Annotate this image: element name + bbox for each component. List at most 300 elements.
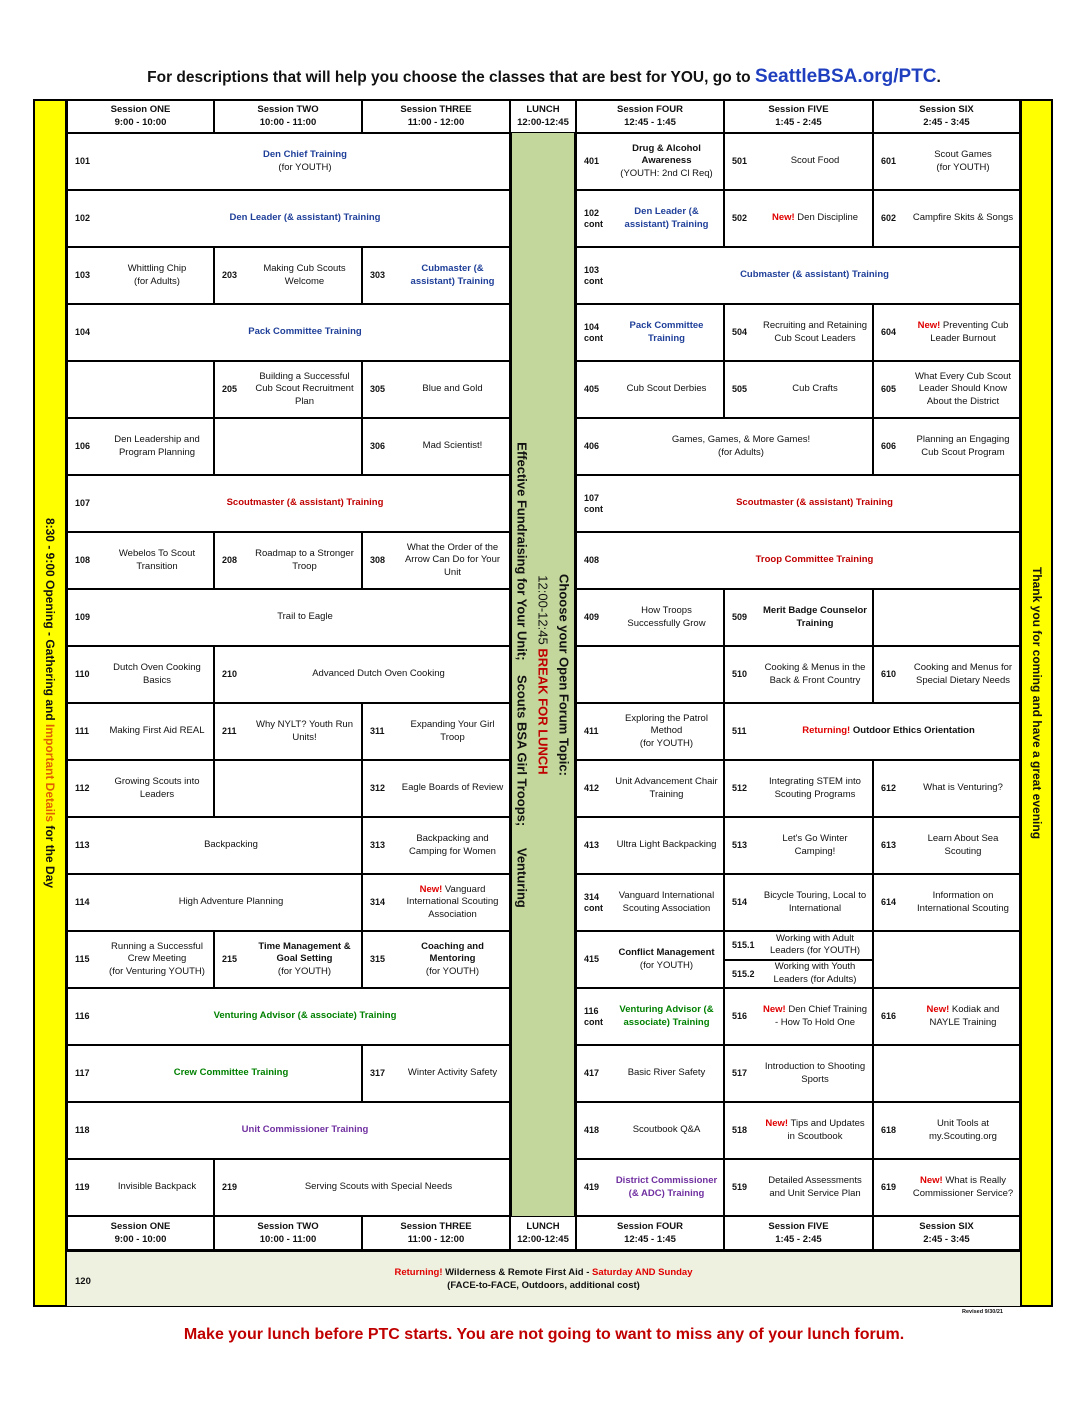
class-cell (873, 361, 1020, 418)
class-cell (724, 931, 873, 960)
class-title: Scoutmaster (& assistant) Training (736, 497, 893, 509)
class-title: New! Kodiak and NAYLE Training (926, 1004, 1000, 1028)
class-number: 409 (584, 612, 600, 623)
new-badge: New! (765, 1118, 789, 1129)
class-cell (362, 703, 510, 760)
class-cell (214, 247, 362, 304)
session-header (724, 99, 873, 133)
class-number: 315 (370, 954, 386, 965)
class-number: 512 (732, 783, 748, 794)
class-number: 401 (584, 156, 600, 167)
class-cell (724, 874, 873, 931)
class-title: Den Leadership and Program Planning (114, 434, 200, 458)
class-title: Pack Committee Training (629, 320, 704, 344)
class-title: Cooking & Menus in the Back & Front Country (764, 662, 866, 686)
class-title: Cub Scout Derbies (626, 383, 707, 395)
class-title: Basic River Safety (627, 1067, 706, 1079)
session-header (724, 1216, 873, 1250)
class-title: Conflict Management (for YOUTH) (614, 947, 723, 972)
class-number: 103 cont (584, 264, 603, 286)
grid-cell (873, 589, 1020, 646)
class-cell (67, 475, 510, 532)
class-number: 513 (732, 840, 748, 851)
class-cell (724, 1102, 873, 1159)
class-cell (362, 817, 510, 874)
class-number: 120 (75, 1276, 91, 1287)
class-number: 102 cont (584, 207, 603, 229)
session-title: Session FOUR (617, 104, 683, 115)
session-title: Session SIX (919, 104, 974, 115)
class-title: Roadmap to a Stronger Troop (255, 548, 354, 572)
class-title: Cubmaster (& assistant) Training (410, 263, 495, 287)
class-title: Scoutbook Q&A (632, 1124, 701, 1136)
class-title: Coaching and Mentoring (for YOUTH) (400, 941, 509, 979)
class-number: 418 (584, 1125, 600, 1136)
class-cell (576, 760, 724, 817)
class-title: Den Leader (& assistant) Training (624, 206, 709, 230)
lunch-forum-text: Choose your Open Forum Topic: 12:00-12:45 BREAK FOR LUNCH Effective Fundraising for Your Unit; Scouts BSA Girl Troops; Venturing (514, 441, 572, 908)
class-cell (67, 133, 510, 190)
lunch-column (510, 133, 576, 1216)
class-cell (873, 646, 1020, 703)
class-number: 517 (732, 1068, 748, 1079)
class-title: Scoutmaster (& assistant) Training (226, 497, 384, 509)
class-title: What Every Cub Scout Leader Should Know About the District (914, 370, 1012, 407)
class-title: Scout Games (for YOUTH) (911, 149, 1019, 174)
class-title: Unit Commissioner Training (241, 1124, 369, 1136)
class-cell (67, 988, 510, 1045)
class-cell (362, 532, 510, 589)
class-title: Working with Adult Leaders (for YOUTH) (769, 932, 861, 957)
class-cell (873, 133, 1020, 190)
session-time: 2:45 - 3:45 (923, 1234, 970, 1245)
class-title: New! Preventing Cub Leader Burnout (917, 320, 1009, 344)
class-number: 502 (732, 213, 748, 224)
session-title: Session SIX (919, 1221, 974, 1232)
session-header (362, 1216, 510, 1250)
class-title: Growing Scouts into Leaders (114, 776, 200, 800)
class-cell (724, 304, 873, 361)
class-cell (67, 817, 362, 874)
class-number: 408 (584, 555, 600, 566)
class-cell (67, 1045, 362, 1102)
new-badge: New! (917, 320, 941, 331)
class-cell (362, 760, 510, 817)
class-title: What is Venturing? (923, 782, 1003, 794)
class-number: 312 (370, 783, 386, 794)
class-cell (873, 817, 1020, 874)
class-cell (724, 960, 873, 989)
class-number: 612 (881, 783, 897, 794)
session-header (510, 99, 576, 133)
class-cell (576, 532, 1020, 589)
class-number: 115 (75, 954, 90, 965)
class-number: 305 (370, 384, 386, 395)
class-title: Venturing Advisor (& associate) Training (213, 1010, 397, 1022)
class-title: Winter Activity Safety (407, 1067, 498, 1079)
class-title: Mad Scientist! (422, 440, 483, 452)
class-cell (67, 190, 510, 247)
class-cell (873, 988, 1020, 1045)
class-number: 104 (75, 327, 91, 338)
class-number: 111 (75, 726, 90, 737)
class-title: Information on International Scouting (917, 890, 1009, 914)
session-time: 12:45 - 1:45 (624, 1234, 676, 1245)
class-cell (724, 1159, 873, 1216)
new-badge: New! (771, 212, 795, 224)
grid-cell (67, 361, 214, 418)
class-cell (724, 133, 873, 190)
class-title: Pack Committee Training (248, 326, 362, 338)
class-number: 314 (370, 897, 386, 908)
grid-cell (873, 931, 1020, 988)
grid-cell (576, 646, 724, 703)
class-cell (724, 817, 873, 874)
class-title: Serving Scouts with Special Needs (304, 1181, 453, 1193)
class-cell (362, 247, 510, 304)
class-title: Unit Advancement Chair Training (615, 776, 718, 800)
class-number: 106 (75, 441, 91, 452)
class-title: Detailed Assessments and Unit Service Plan (768, 1175, 862, 1199)
class-number: 412 (584, 783, 600, 794)
session-title: Session TWO (257, 104, 319, 115)
ptc-link[interactable]: SeattleBSA.org/PTC (754, 66, 937, 87)
class-number: 102 (75, 213, 91, 224)
class-cell (724, 589, 873, 646)
class-number: 514 (732, 897, 748, 908)
class-number: 605 (881, 384, 897, 395)
class-cell (576, 304, 724, 361)
class-title: Backpacking and Camping for Women (409, 833, 496, 857)
class-title: Planning an Engaging Cub Scout Program (916, 434, 1010, 458)
class-note: (for YOUTH) (277, 965, 332, 977)
class-number: 112 (75, 783, 90, 794)
class-cell (214, 703, 362, 760)
class-title: Running a Successful Crew Meeting (for Venturing YOUTH) (105, 941, 213, 979)
session-title: Session FIVE (768, 104, 829, 115)
class-number: 104 cont (584, 321, 603, 343)
class-number: 308 (370, 555, 386, 566)
revised-date: Revised 9/30/21 (962, 1309, 1003, 1315)
class-cell (873, 190, 1020, 247)
class-cell (576, 133, 724, 190)
row-120 (67, 1250, 1020, 1306)
session-title: LUNCH (526, 1221, 560, 1232)
class-cell (362, 874, 510, 931)
class-cell (873, 1159, 1020, 1216)
class-cell (67, 589, 510, 646)
session-time: 11:00 - 12:00 (407, 1234, 465, 1245)
class-note: (YOUTH: 2nd Cl Req) (620, 167, 713, 179)
class-number: 114 (75, 897, 90, 908)
class-cell (576, 247, 1020, 304)
session-header (873, 99, 1020, 133)
class-number: 108 (75, 555, 91, 566)
class-cell (576, 988, 724, 1045)
class-note: (for Adults) (134, 275, 180, 287)
class-cell (67, 247, 214, 304)
class-cell (362, 931, 510, 988)
class-title: Introduction to Shooting Sports (764, 1061, 866, 1085)
grid-cell (214, 760, 362, 817)
class-number: 317 (370, 1068, 386, 1079)
class-cell (873, 760, 1020, 817)
class-cell (576, 190, 724, 247)
class-cell (576, 817, 724, 874)
class-number: 306 (370, 441, 386, 452)
class-cell (724, 1045, 873, 1102)
class-number: 405 (584, 384, 600, 395)
class-note: (for YOUTH) (639, 737, 694, 749)
class-cell (67, 1159, 214, 1216)
session-time: 12:45 - 1:45 (624, 117, 676, 128)
class-title: Dutch Oven Cooking Basics (113, 662, 201, 686)
class-title: Integrating STEM into Scouting Programs (769, 776, 861, 800)
class-title: New! Vanguard International Scouting Association (406, 883, 499, 920)
class-cell (67, 532, 214, 589)
class-number: 215 (222, 954, 238, 965)
class-title: Games, Games, & More Games! (for Adults) (614, 434, 872, 459)
class-number: 519 (732, 1182, 748, 1193)
session-time: 11:00 - 12:00 (407, 117, 465, 128)
class-title: Returning! Outdoor Ethics Orientation (802, 725, 975, 737)
class-title: Expanding Your Girl Troop (410, 719, 495, 743)
session-title: Session FOUR (617, 1221, 683, 1232)
class-cell (362, 418, 510, 475)
class-title: Learn About Sea Scouting (927, 833, 999, 857)
class-title: Campfire Skits & Songs (912, 212, 1014, 224)
new-badge: New! (762, 1004, 786, 1015)
class-number: 118 (75, 1125, 90, 1136)
class-cell (873, 874, 1020, 931)
class-cell (724, 703, 1020, 760)
class-cell (67, 304, 510, 361)
class-cell (576, 589, 724, 646)
session-time: 10:00 - 11:00 (259, 117, 317, 128)
class-number: 419 (584, 1182, 600, 1193)
class-cell (724, 361, 873, 418)
new-badge: New! (919, 1175, 943, 1186)
class-number: 119 (75, 1182, 90, 1193)
class-title: Whittling Chip (for Adults) (105, 263, 213, 288)
session-time: 2:45 - 3:45 (923, 117, 970, 128)
class-title: Why NYLT? Youth Run Units! (256, 719, 353, 743)
class-cell (576, 1045, 724, 1102)
class-number: 415 (584, 954, 600, 965)
class-title: Exploring the Patrol Method (for YOUTH) (614, 713, 723, 751)
class-cell (576, 1102, 724, 1159)
class-title: Cooking and Menus for Special Dietary Needs (913, 662, 1013, 686)
class-number: 208 (222, 555, 238, 566)
session-time: 10:00 - 11:00 (259, 1234, 317, 1245)
session-title: Session FIVE (768, 1221, 829, 1232)
class-number: 314 cont (584, 891, 603, 913)
class-title: District Commissioner (& ADC) Training (615, 1175, 718, 1199)
class-number: 107 (75, 498, 91, 509)
class-number: 210 (222, 669, 238, 680)
class-title: Vanguard International Scouting Association (618, 890, 715, 914)
new-badge: Returning! (802, 725, 851, 737)
class-title: Let's Go Winter Camping! (782, 833, 848, 857)
class-120: Returning! Wilderness & Remote First Aid - Saturday AND Sunday (FACE-to-FACE, Outdoors, additional cost) (394, 1267, 693, 1291)
class-number: 406 (584, 441, 600, 452)
class-title: Unit Tools at my.Scouting.org (929, 1118, 997, 1142)
class-cell (724, 646, 873, 703)
class-title: Bicycle Touring, Local to International (763, 890, 867, 914)
session-title: Session THREE (400, 1221, 472, 1232)
class-cell (214, 1159, 510, 1216)
class-number: 303 (370, 270, 386, 281)
class-title: What the Order of the Arrow Can Do for Your Unit (404, 541, 501, 578)
class-cell (576, 475, 1020, 532)
class-cell (724, 190, 873, 247)
class-number: 614 (881, 897, 897, 908)
class-number: 604 (881, 327, 897, 338)
class-number: 101 (75, 156, 91, 167)
class-number: 413 (584, 840, 600, 851)
session-time: 12:00-12:45 (517, 117, 569, 128)
class-title: New! Tips and Updates in Scoutbook (765, 1118, 865, 1142)
class-note: (for Adults) (718, 446, 764, 458)
class-cell (362, 1045, 510, 1102)
class-title: Trail to Eagle (277, 611, 333, 623)
session-header (362, 99, 510, 133)
class-title: New! What is Really Commissioner Service? (912, 1175, 1014, 1199)
class-note: (for YOUTH) (278, 161, 332, 173)
session-header (873, 1216, 1020, 1250)
session-header (214, 99, 362, 133)
class-title: Blue and Gold (422, 383, 483, 395)
session-header (510, 1216, 576, 1250)
class-number: 211 (222, 726, 237, 737)
class-title: Venturing Advisor (& associate) Training (619, 1004, 714, 1028)
grid-cell (873, 1045, 1020, 1102)
class-number: 619 (881, 1182, 897, 1193)
class-title: Webelos To Scout Transition (118, 548, 196, 572)
class-number: 606 (881, 441, 897, 452)
class-number: 205 (222, 384, 238, 395)
class-cell (214, 532, 362, 589)
header-period: . (936, 69, 941, 86)
class-cell (724, 988, 873, 1045)
page-header (0, 66, 1088, 88)
class-title: Scout Food (790, 155, 840, 167)
class-cell (873, 418, 1020, 475)
session-time: 9:00 - 10:00 (114, 1234, 167, 1245)
class-title: Making Cub Scouts Welcome (263, 263, 346, 287)
class-cell (873, 304, 1020, 361)
class-title: Invisible Backpack (117, 1181, 197, 1193)
class-title: Troop Committee Training (755, 554, 874, 566)
session-title: LUNCH (526, 104, 560, 115)
class-title: Cubmaster (& assistant) Training (740, 269, 889, 281)
class-number: 515.2 (732, 968, 755, 979)
session-time: 9:00 - 10:00 (114, 117, 167, 128)
class-title: Merit Badge Counselor Training (763, 605, 867, 629)
class-cell (214, 361, 362, 418)
class-number: 417 (584, 1068, 600, 1079)
class-cell (67, 760, 214, 817)
session-header (576, 99, 724, 133)
class-title: Eagle Boards of Review (401, 782, 504, 794)
class-number: 116 (75, 1011, 90, 1022)
class-title: Backpacking (204, 839, 258, 851)
class-number: 311 (370, 726, 385, 737)
header-text: For descriptions that will help you choose the classes that are best for YOU, go to (147, 69, 751, 86)
class-title: Den Chief Training (for YOUTH) (105, 149, 509, 174)
session-title: Session THREE (400, 104, 472, 115)
class-number: 501 (732, 156, 748, 167)
class-cell (67, 646, 214, 703)
class-title: Crew Committee Training (173, 1067, 289, 1079)
page-footer: Make your lunch before PTC starts. You are not going to want to miss any of your lunch forum. (183, 1326, 905, 1343)
closing-sidebar (1020, 99, 1053, 1307)
class-cell (873, 1102, 1020, 1159)
class-title: Advanced Dutch Oven Cooking (312, 668, 445, 680)
class-cell (576, 1159, 724, 1216)
class-number: 510 (732, 669, 748, 680)
class-number: 602 (881, 213, 897, 224)
session-time: 1:45 - 2:45 (775, 117, 822, 128)
class-title: Drug & Alcohol Awareness (YOUTH: 2nd Cl Req) (614, 143, 723, 181)
class-title: Ultra Light Backpacking (616, 839, 717, 851)
class-cell (576, 931, 724, 988)
class-number: 203 (222, 270, 238, 281)
class-number: 313 (370, 840, 386, 851)
class-number: 516 (732, 1011, 748, 1022)
session-header (67, 99, 214, 133)
class-title: New! Den Chief Training - How To Hold One (762, 1004, 868, 1028)
class-number: 113 (75, 840, 90, 851)
class-number: 117 (75, 1068, 90, 1079)
class-number: 613 (881, 840, 897, 851)
class-note: (for YOUTH) (639, 959, 694, 971)
class-number: 109 (75, 612, 91, 623)
class-number: 509 (732, 612, 748, 623)
class-title: Cub Crafts (792, 383, 838, 395)
class-title: Working with Youth Leaders (for Adults) (773, 961, 857, 985)
class-cell (67, 1102, 510, 1159)
class-number: 411 (584, 726, 599, 737)
class-title: Time Management & Goal Setting (for YOUTH) (252, 941, 361, 979)
opening-sidebar (33, 99, 67, 1307)
class-note: (for YOUTH) (425, 965, 480, 977)
class-cell (67, 931, 214, 988)
class-number: 504 (732, 327, 748, 338)
class-title: New! Den Discipline (771, 212, 859, 224)
session-title: Session ONE (110, 1221, 171, 1232)
class-title: Recruiting and Retaining Cub Scout Leaders (762, 320, 868, 344)
class-note: (for YOUTH) (936, 161, 990, 173)
class-number: 103 (75, 270, 91, 281)
session-header (576, 1216, 724, 1250)
class-number: 515.1 (732, 940, 755, 950)
closing-text: Thank you for coming and have a great evening (1029, 566, 1044, 840)
class-number: 618 (881, 1125, 897, 1136)
class-cell (362, 361, 510, 418)
class-number: 511 (732, 726, 747, 737)
session-title: Session ONE (110, 104, 171, 115)
class-number: 610 (881, 669, 897, 680)
class-title: Making First Aid REAL (109, 725, 205, 737)
session-time: 12:00-12:45 (517, 1234, 569, 1245)
opening-text: 8:30 - 9:00 Opening - Gathering and Important Details for the Day (43, 517, 57, 889)
new-badge: New! (419, 883, 443, 895)
class-cell (576, 874, 724, 931)
class-number: 601 (881, 156, 897, 167)
class-number: 116 cont (584, 1005, 603, 1027)
session-header (67, 1216, 214, 1250)
